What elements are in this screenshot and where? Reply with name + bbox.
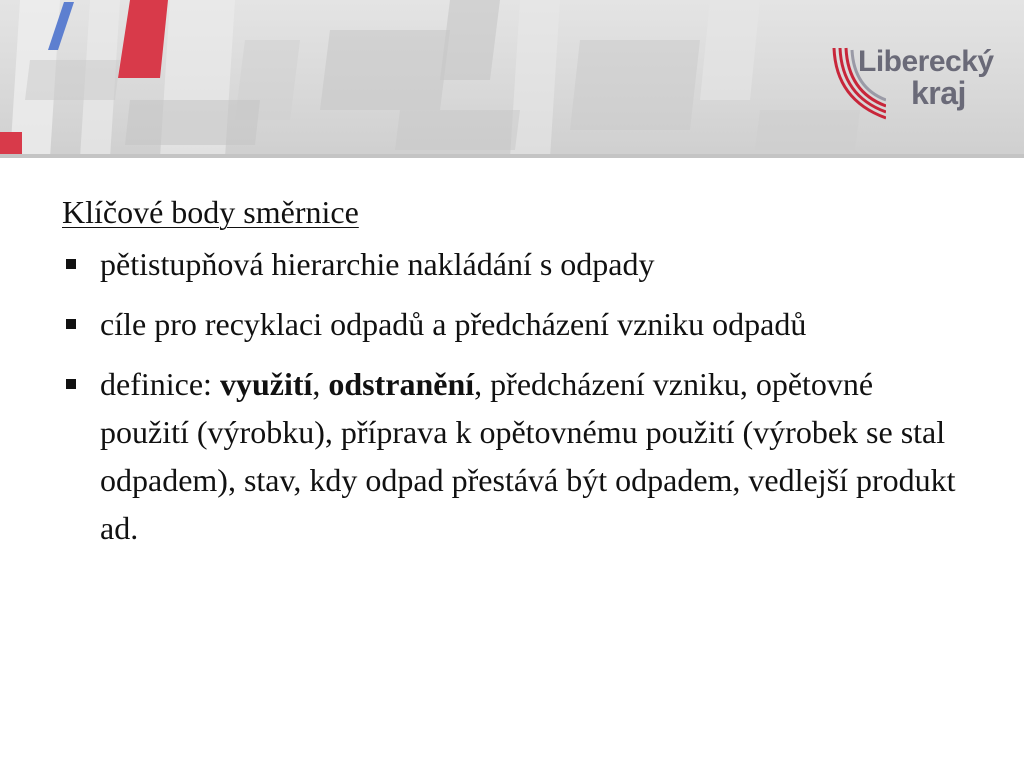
bullet-text: cíle pro recyklaci odpadů a předcházení vzniku odpadů xyxy=(100,306,807,342)
bullet-bold-term-vyuziti: využití xyxy=(219,366,313,402)
square-bullet-icon xyxy=(66,259,76,269)
bullet-item xyxy=(62,360,962,552)
logo-text-liberecky: Liberecký xyxy=(858,45,994,78)
square-bullet-icon xyxy=(66,379,76,389)
bullet-text-rest: , předcházení vzniku, opětovné použití (výrobku), příprava k opětovnému použití (výrobek se stal odpadem), stav, kdy odpad přestává být odpadem, vedlejší produkt ad. xyxy=(100,366,956,546)
square-bullet-icon xyxy=(66,319,76,329)
liberecky-kraj-logo xyxy=(826,40,996,120)
bullet-text: pětistupňová hierarchie nakládání s odpady xyxy=(100,246,655,282)
bullet-item xyxy=(62,300,962,348)
slide-heading: Klíčové body směrnice xyxy=(62,194,359,230)
bullet-separator: , xyxy=(312,366,329,402)
bullet-item xyxy=(62,240,962,288)
logo-text-kraj: kraj xyxy=(911,75,966,111)
slide-content xyxy=(62,188,962,564)
bullet-list xyxy=(62,240,962,552)
bullet-bold-term-odstraneni: odstranění xyxy=(328,366,475,402)
header-banner xyxy=(0,0,1024,158)
bullet-text-prefix: definice: xyxy=(100,366,220,402)
